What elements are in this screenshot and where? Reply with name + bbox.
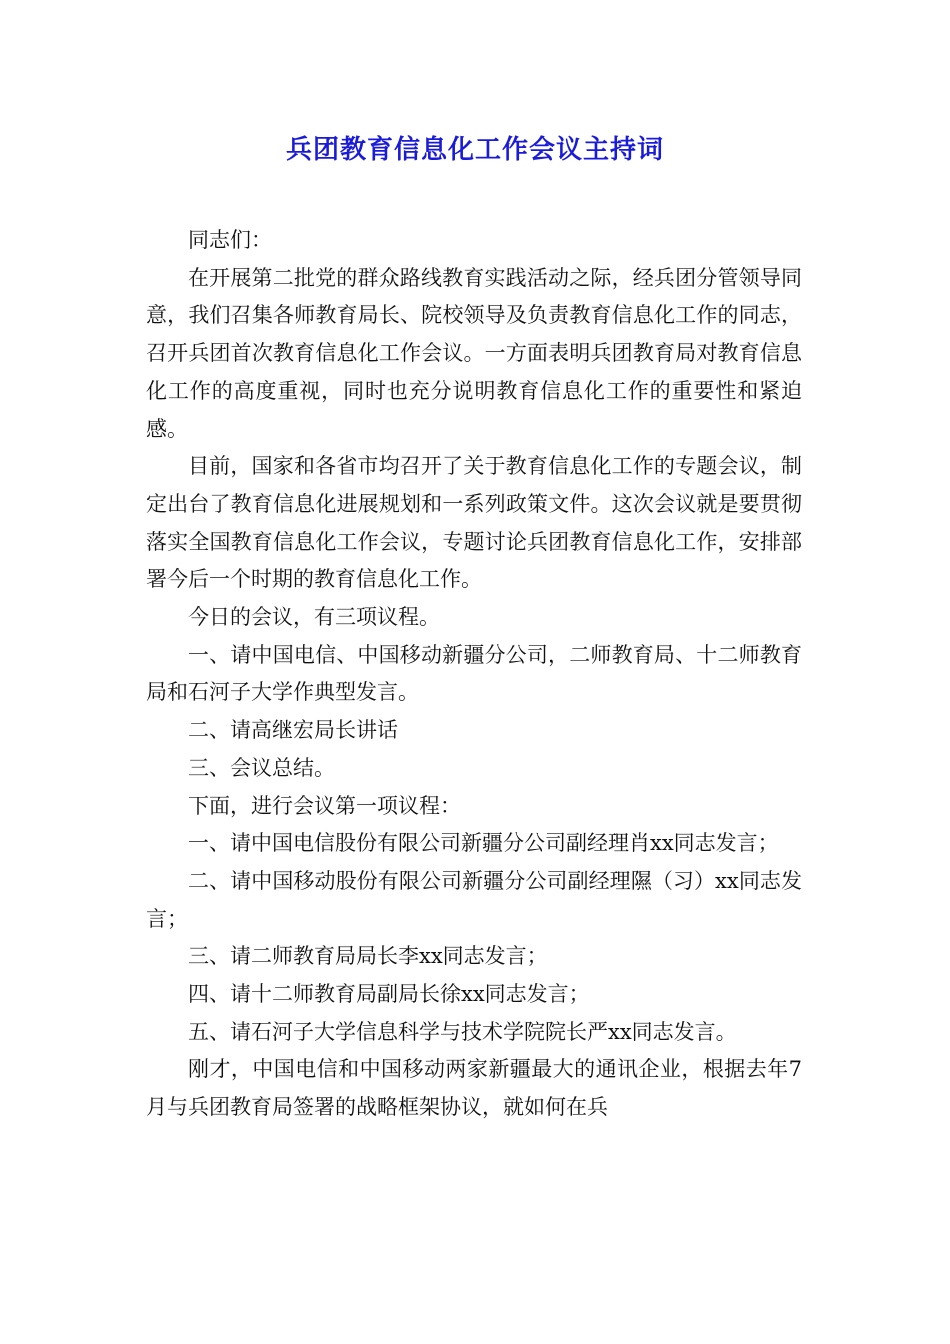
speaker-item: 四、请十二师教育局副局长徐xx同志发言； — [188, 982, 590, 1007]
paragraph: 目前，国家和各省市均召开了关于教育信息化工作的专题会议，制定出台了教育信息化进展规划和一系列政策文件。这次会议就是要贯彻落实全国教育信息化工作会议，专题讨论兵团教育信息化工作，安排部署今后一个时期的教育信息化工作。 — [146, 454, 802, 592]
speaker-item: 三、请二师教育局局长李xx同志发言； — [188, 944, 548, 969]
paragraph: 下面，进行会议第一项议程： — [188, 793, 461, 818]
agenda-item: 一、请中国电信、中国移动新疆分公司，二师教育局、十二师教育局和石河子大学作典型发言。 — [146, 642, 802, 705]
document-title: 兵团教育信息化工作会议主持词 — [285, 135, 664, 165]
paragraph: 在开展第二批党的群众路线教育实践活动之际，经兵团分管领导同意，我们召集各师教育局长、院校领导及负责教育信息化工作的同志，召开兵团首次教育信息化工作会议。一方面表明兵团教育局对教育信息化工作的高度重视，同时也充分说明教育信息化工作的重要性和紧迫感。 — [146, 265, 802, 441]
document-body — [146, 222, 802, 1127]
agenda-item: 三、会议总结。 — [188, 755, 335, 780]
paragraph-salutation: 同志们： — [188, 228, 272, 252]
speaker-item: 一、请中国电信股份有限公司新疆分公司副经理肖xx同志发言； — [188, 831, 779, 856]
agenda-item: 二、请高继宏局长讲话 — [188, 718, 398, 743]
paragraph: 今日的会议，有三项议程。 — [188, 605, 440, 630]
speaker-item: 二、请中国移动股份有限公司新疆分公司副经理隰（习）xx同志发言； — [146, 868, 802, 931]
paragraph: 刚才，中国电信和中国移动两家新疆最大的通讯企业，根据去年7月与兵团教育局签署的战略框架协议，就如何在兵 — [146, 1057, 802, 1120]
speaker-item: 五、请石河子大学信息科学与技术学院院长严xx同志发言。 — [188, 1019, 737, 1044]
